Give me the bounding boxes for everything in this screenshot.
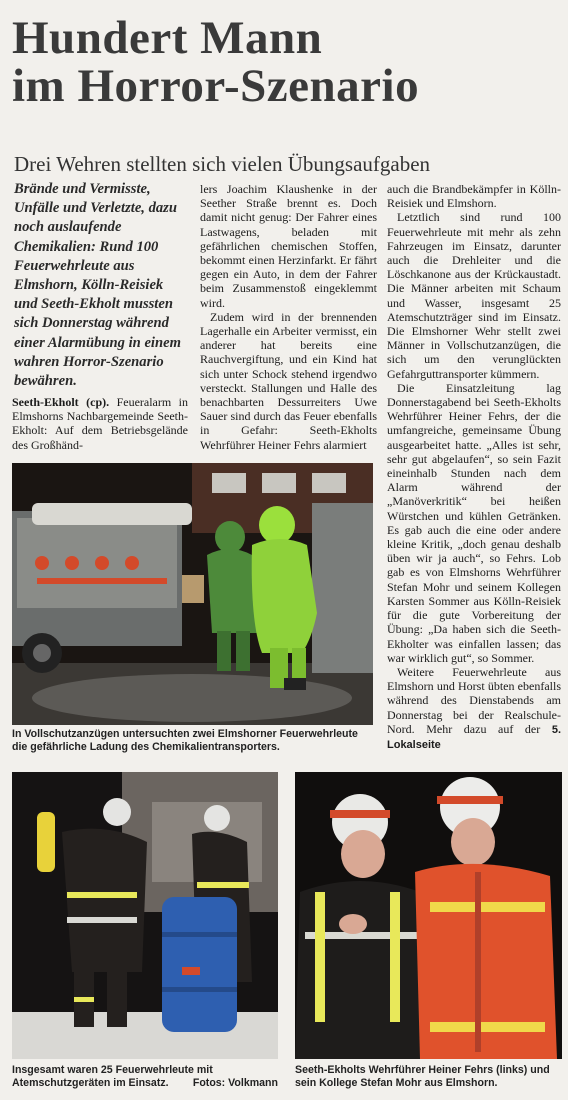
photo-caption: In Vollschutzanzügen untersuchten zwei Elmshorner Feuerwehrleute die gefährliche Ladung des Chemikalientransporters. bbox=[12, 728, 358, 753]
page-reference: 5. Lokalseite bbox=[387, 723, 562, 751]
article-column-2 bbox=[200, 182, 377, 452]
article-paragraph: lers Joachim Klaushenke in der Seether Straße brennt es. Doch damit nicht genug: Der Fahrer eines Lastwagens, beladen mit gefährlichen chemischen Stoffen, bekommt einen Herzinfarkt. Er fährt gegen ein Auto, in dem der Fahrer beim Zusammenstoß eingeklemmt wird. bbox=[200, 182, 377, 310]
photo-breathing-apparatus bbox=[12, 772, 278, 1059]
headline-line-2: im Horror-Szenario bbox=[12, 60, 420, 112]
paragraph-text: Feueralarm in Elmshorns Nachbargemeinde Seeth-Ekholt: Auf dem Betriebsgelände des Großhänd- bbox=[12, 395, 188, 452]
caption-text: Insgesamt waren 25 Feuerwehrleute mit Atemschutzgeräten im Einsatz. bbox=[12, 1064, 213, 1089]
paragraph-text: Weitere Feuerwehrleute aus Elmshorn und Horst übten ebenfalls während des Dienstabends am Donnerstag bei der Realschule-Nord. Mehr dazu auf der bbox=[387, 664, 561, 736]
photo-caption bbox=[12, 1064, 278, 1090]
dateline: Seeth-Ekholt (cp). bbox=[12, 395, 110, 409]
article-column-3 bbox=[387, 182, 561, 752]
photo-hazmat-suits bbox=[12, 463, 373, 725]
article-paragraph: Die Einsatzleitung lag Donnerstagabend bei Seeth-Ekholts Wehrführer Heiner Fehrs, der die umfangreiche, gemeinsame Übung ausgearbeitet hatte. „Alles ist sehr, sehr gut abgelaufen“, so sein Fazit eineinhalb Stunden nach dem Alarm während der „Manöverkritik“ bei heißen Würstchen und kühlen Getränken. Es gab auch die eine oder andere kleine Kritik, „doch genau deshalb üben wir ja auch“, so Fehrs. Lob gab es von Elmshorns Wehrführer Stefan Mohr und seinem Kollegen Karsten Sommer aus Kölln-Reisiek für die gute Vorbereitung der Übung: „Da haben sich die Seeth-Ekholter was einfallen lassen; das war wirklich gut“, so Sommer. bbox=[387, 380, 561, 665]
photo-caption: Seeth-Ekholts Wehrführer Heiner Fehrs (links) und sein Kollege Stefan Mohr aus Elmshorn. bbox=[295, 1064, 550, 1089]
article-column-1 bbox=[12, 395, 188, 452]
article-paragraph bbox=[12, 395, 188, 452]
headline-line-1: Hundert Mann bbox=[12, 12, 323, 64]
subheadline: Drei Wehren stellten sich vielen Übungsaufgaben bbox=[14, 152, 431, 176]
article-paragraph bbox=[387, 665, 561, 752]
photo-credit: Fotos: Volkmann bbox=[192, 1077, 278, 1089]
article-paragraph: Letztlich sind rund 100 Feuerwehrleute mit mehr als zehn Fahrzeugen im Einsatz, darunter auch die Drehleiter und die Löschkanone aus der Krückaustadt. Die Männer arbeiten mit Schaum und Wasser, insgesamt 25 Atemschutzträger sind im Einsatz. Die Elmshorner Wehr stellt zwei Männer in Vollschutzanzügen, die sich um den verunglückten Gefahrguttransporter kümmern. bbox=[387, 210, 561, 381]
lede-paragraph: Brände und Vermisste, Unfälle und Verletzte, dazu noch auslaufende Chemikalien: Rund 100 Feuerwehrleute aus Elmshorn, Kölln-Reisiek und Seeth-Ekholt mussten sich Donnerstag während einer Alarmübung in einem wahren Horror-Szenario bewähren. bbox=[14, 181, 181, 390]
article-paragraph: Zudem wird in der brennenden Lagerhalle ein Arbeiter vermisst, ein anderer hat bereits eine Rauchvergiftung, und ein Kind hat sich unter Schock stehend irgendwo versteckt. Stallungen und Halle des benachbarten Dessurreiters Uwe Sauer sind durch das Feuer ebenfalls in Gefahr: Seeth-Ekholts Wehrführer Heiner Fehrs alarmiert bbox=[200, 309, 377, 452]
article-paragraph: auch die Brandbekämpfer in Kölln-Reisiek und Elmshorn. bbox=[387, 182, 561, 211]
photo-fire-chiefs bbox=[295, 772, 562, 1059]
headline bbox=[12, 14, 562, 110]
